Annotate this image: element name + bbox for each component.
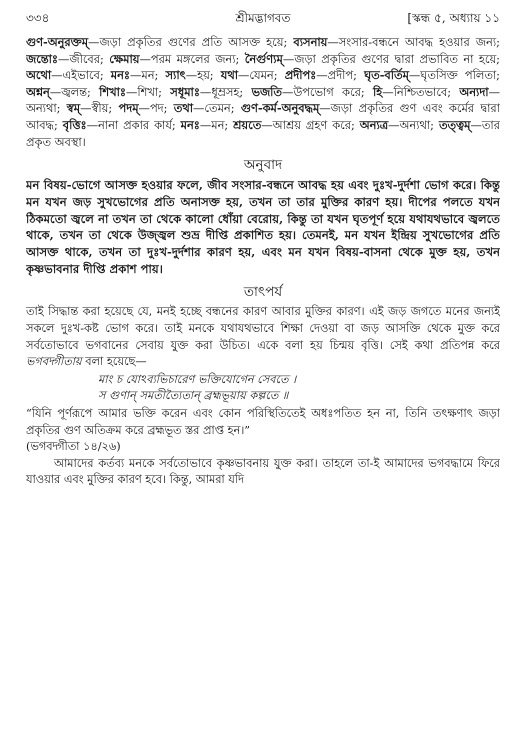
synonym-term: অন্যত্র <box>359 117 389 132</box>
synonym-meaning: —প্রদীপ; <box>316 68 365 83</box>
synonym-meaning: —মন; <box>199 117 234 132</box>
synonym-meaning: —অন্যথা; <box>26 84 500 116</box>
synonym-term: শ্রয়তে <box>233 117 262 132</box>
gita-reference: ভগবদ্গীতায় <box>26 355 82 369</box>
synonym-term: পদম্ <box>118 101 139 116</box>
synonym-term: গুণ-অনুরক্তম্ <box>26 35 89 49</box>
translation-text: মন বিষয়-ভোগে আসক্ত হওয়ার ফলে, জীব সংসার-বন্ধনে আবদ্ধ হয় এবং দুঃখ-দুর্দশা ভোগ করে। কিন্তু মন যখন জড় সুখভোগের প্রতি অনাসক্ত হয়, তখন তা তার মুক্তির কারণ হয়। দীপের পলতে যখন ঠিকমতো জ্বলে না তখন তা থেকে কালো ধোঁয়া বেরোয়, কিন্তু তা যখন ঘৃতপূর্ণ হয়ে যথাযথভাবে জ্বলতে থাকে, তখন তা থেকে উজ্জ্বল শুভ্র দীপ্তি প্রকাশিত হয়। তেমনই, মন যখন ইন্দ্রিয় সুখভোগের প্রতি আসক্ত থাকে, তখন তা দুঃখ-দুর্দশার কারণ হয়, এবং মন যখন বিষয়-বাসনা থেকে মুক্ত হয়, তখন কৃষ্ণভাবনার দীপ্তি প্রকাশ পায়। <box>26 178 500 276</box>
synonym-term: নৈর্গুণ্যম্ <box>244 51 283 66</box>
verse-line-1: মাং চ যোঽব্যভিচারেণ ভক্তিযোগেন সেবতে । <box>98 372 297 386</box>
verse-translation-quote <box>26 406 500 456</box>
synonym-term: সধূমাঃ <box>170 84 200 99</box>
synonym-term: স্যাৎ <box>165 68 186 83</box>
synonym-term: জন্তোঃ <box>26 51 58 66</box>
synonym-term: ঘৃত-বর্তিম্ <box>364 68 409 83</box>
synonym-meaning: —জড়া প্রকৃতির গুণের প্রতি আসক্ত হয়ে; <box>88 35 294 49</box>
synonym-term: স্বম্ <box>66 101 81 116</box>
synonym-term: অথো <box>26 68 52 83</box>
quote-text: “যিনি পূর্ণরূপে আমার ভক্তি করেন এবং কোন পরিস্থিতিতেই অধঃপতিত হন না, তিনি তৎক্ষণাৎ জড়া প্রকৃতির গুণ অতিক্রম করে ব্রহ্মভূত স্তর প্রাপ্ত হন।” <box>26 406 500 437</box>
purport-text-1: তাই সিদ্ধান্ত করা হয়েছে যে, মনই হচ্ছে বন্ধনের কারণ আবার মুক্তির কারণ। এই জড় জগতে মনের জন্যই সকলে দুঃখ-কষ্ট ভোগ করে। তাই মনকে যথাযথভাবে শিক্ষা দেওয়া বা জড় আসক্তি থেকে মুক্ত করে সর্বতোভাবে ভগবানের সেবায় যুক্ত করা উচিত। একে বলা হয় চিন্ময় বৃত্তি। সেই কথা প্রতিপন্ন করে <box>26 305 500 352</box>
synonym-meaning: —সংসার-বন্ধনে আবদ্ধ হওয়ার জন্য; <box>327 35 500 49</box>
synonym-meaning: —এইভাবে; <box>51 68 111 83</box>
synonym-meaning: —ঘৃতসিক্ত পলিতা; <box>408 68 500 83</box>
synonyms-paragraph <box>26 34 500 150</box>
synonym-term: হি <box>372 84 383 99</box>
synonym-term: অশ্নন্ <box>26 84 50 99</box>
synonym-term: ক্ষেমায় <box>109 51 140 66</box>
synonym-meaning: —পরম মঙ্গলের জন্য; <box>139 51 245 66</box>
gita-said: বলা হয়েছে— <box>81 355 147 369</box>
synonym-meaning: —নানা প্রকার কার্য; <box>86 117 181 132</box>
verse-line-2: স গুণান্ সমতীত্যৈতান্ ব্রহ্মভূয়ায় কল্পতে ॥ <box>98 389 289 403</box>
purport-paragraph-1 <box>26 304 500 370</box>
synonym-term: অন্যদা <box>459 84 489 99</box>
synonym-term: ভজতি <box>251 84 282 99</box>
page-number: ৩৩৪ <box>26 11 50 25</box>
synonym-meaning: —আশ্রয় গ্রহণ করে; <box>261 117 360 132</box>
synonym-meaning: —নিশ্চিতভাবে; <box>382 84 460 99</box>
synonym-meaning: —জ্বলন্ত; <box>49 84 100 99</box>
synonym-term: তত্ত্বম্ <box>438 117 471 132</box>
synonym-meaning: —পদ; <box>138 101 174 116</box>
sanskrit-verse <box>98 372 500 405</box>
synonym-meaning: —জড়া প্রকৃতির গুণ এবং কর্মের দ্বারা আবদ্ধ; <box>26 101 500 132</box>
synonym-term: গুণ-কর্ম-অনুবদ্ধম্ <box>240 101 320 116</box>
synonym-term: মনঃ <box>110 68 130 83</box>
synonym-meaning: —তার প্রকৃত অবস্থা। <box>26 117 500 149</box>
synonym-meaning: —যেমন; <box>238 68 285 83</box>
synonym-term: ব্যসনায় <box>293 35 328 49</box>
synonym-term: যথা <box>220 68 239 83</box>
synonym-term: তথা <box>173 101 194 116</box>
chapter-reference: [স্কন্ধ ৫, অধ্যায় ১১ <box>407 11 500 25</box>
synonym-meaning: —হয়; <box>185 68 221 83</box>
synonym-term: শিখাঃ <box>99 84 126 99</box>
translation-heading: অনুবাদ <box>243 157 283 174</box>
synonym-meaning: —অন্যথা; <box>388 117 439 132</box>
running-title: শ্রীমদ্ভাগবত <box>235 11 291 25</box>
purport-paragraph-2: আমাদের কর্তব্য মনকে সর্বতোভাবে কৃষ্ণভাবনায় যুক্ত করা। তাহলে তা-ই আমাদের ভগবদ্ধামে ফিরে যাওয়ার এবং মুক্তির কারণ হবে। কিন্তু, আমরা যদি <box>26 456 500 487</box>
synonym-meaning: —তেমন; <box>193 101 241 116</box>
synonym-term: মনঃ <box>180 117 200 132</box>
synonym-meaning: —শিখা; <box>126 84 171 99</box>
synonym-meaning: —ধূম্রসহ; <box>199 84 252 99</box>
synonym-meaning: —জীবের; <box>58 51 110 66</box>
synonym-term: প্রদীপঃ <box>284 68 317 83</box>
page-header <box>26 8 500 28</box>
synonym-meaning: —স্বীয়; <box>80 101 119 116</box>
book-page <box>26 8 500 724</box>
synonym-meaning: —জড়া প্রকৃতির গুণের দ্বারা প্রভাবিত না হয়ে; <box>282 51 500 66</box>
synonym-term: বৃত্তিঃ <box>62 117 87 132</box>
synonym-meaning: —মন; <box>130 68 166 83</box>
quote-reference: (ভগবদ্গীতা ১৪/২৬) <box>26 440 121 454</box>
synonym-meaning: —উপভোগ করে; <box>281 84 373 99</box>
purport-heading: তাৎপর্য <box>243 284 283 301</box>
